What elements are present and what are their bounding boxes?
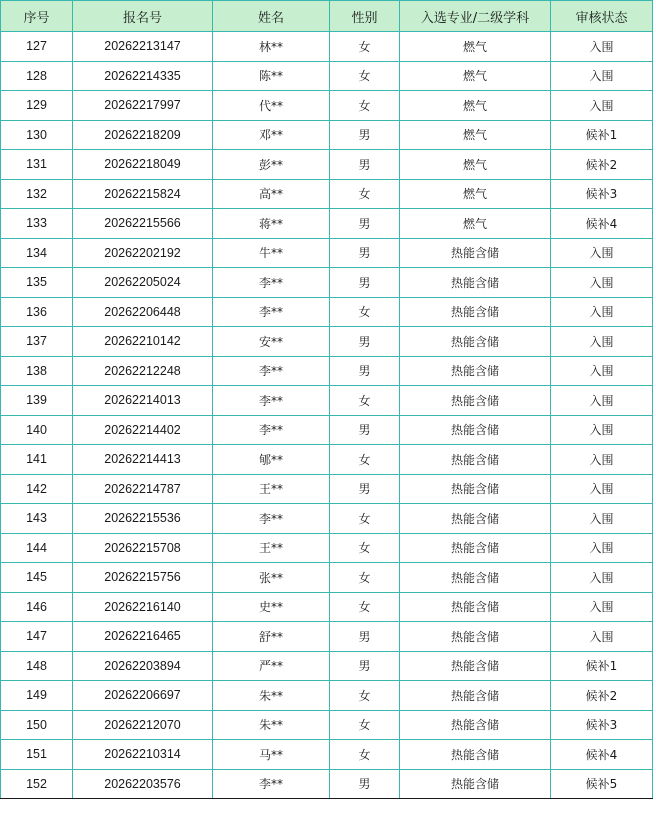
candidate-name: 蒋** [213, 209, 330, 239]
table-header [1, 1, 653, 32]
review-status: 入围 [551, 592, 653, 622]
table-row [1, 740, 653, 770]
header-registration-number: 报名号 [73, 1, 213, 32]
candidate-name: 王** [213, 533, 330, 563]
registration-number: 20262210142 [73, 327, 213, 357]
major: 热能含储 [400, 622, 551, 652]
gender: 男 [330, 120, 400, 150]
row-index: 128 [1, 61, 73, 91]
major: 燃气 [400, 61, 551, 91]
header-index: 序号 [1, 1, 73, 32]
header-row [1, 1, 653, 32]
review-status: 入围 [551, 445, 653, 475]
header-review-status: 审核状态 [551, 1, 653, 32]
candidate-name: 张** [213, 563, 330, 593]
candidate-name: 彭** [213, 150, 330, 180]
registration-number: 20262203894 [73, 651, 213, 681]
major: 热能含储 [400, 238, 551, 268]
review-status: 候补1 [551, 120, 653, 150]
registration-number: 20262206697 [73, 681, 213, 711]
gender: 女 [330, 563, 400, 593]
table-row [1, 297, 653, 327]
registration-number: 20262215756 [73, 563, 213, 593]
table-row [1, 356, 653, 386]
candidate-name: 史** [213, 592, 330, 622]
gender: 男 [330, 769, 400, 799]
registration-number: 20262215824 [73, 179, 213, 209]
major: 热能含储 [400, 297, 551, 327]
candidate-name: 高** [213, 179, 330, 209]
gender: 男 [330, 268, 400, 298]
review-status: 入围 [551, 238, 653, 268]
row-index: 149 [1, 681, 73, 711]
table-row [1, 327, 653, 357]
registration-number: 20262205024 [73, 268, 213, 298]
row-index: 141 [1, 445, 73, 475]
candidate-name: 安** [213, 327, 330, 357]
gender: 女 [330, 91, 400, 121]
review-status: 入围 [551, 327, 653, 357]
table-row [1, 769, 653, 799]
candidate-name: 李** [213, 769, 330, 799]
registration-number: 20262218049 [73, 150, 213, 180]
table-row [1, 504, 653, 534]
registration-number: 20262202192 [73, 238, 213, 268]
candidate-name: 李** [213, 268, 330, 298]
review-status: 候补4 [551, 209, 653, 239]
registration-number: 20262214413 [73, 445, 213, 475]
gender: 男 [330, 356, 400, 386]
review-status: 入围 [551, 91, 653, 121]
registration-number: 20262214335 [73, 61, 213, 91]
major: 热能含储 [400, 651, 551, 681]
major: 燃气 [400, 150, 551, 180]
header-gender: 性别 [330, 1, 400, 32]
gender: 女 [330, 592, 400, 622]
major: 热能含储 [400, 327, 551, 357]
table-row [1, 415, 653, 445]
major: 热能含储 [400, 769, 551, 799]
table-row [1, 91, 653, 121]
gender: 男 [330, 150, 400, 180]
candidate-name: 舒** [213, 622, 330, 652]
major: 热能含储 [400, 681, 551, 711]
row-index: 145 [1, 563, 73, 593]
review-status: 入围 [551, 61, 653, 91]
review-status: 入围 [551, 504, 653, 534]
table-row [1, 386, 653, 416]
registration-number: 20262214787 [73, 474, 213, 504]
review-status: 入围 [551, 474, 653, 504]
registration-number: 20262210314 [73, 740, 213, 770]
registration-number: 20262217997 [73, 91, 213, 121]
row-index: 151 [1, 740, 73, 770]
gender: 女 [330, 32, 400, 62]
candidate-name: 李** [213, 386, 330, 416]
review-status: 候补3 [551, 710, 653, 740]
table-row [1, 622, 653, 652]
gender: 女 [330, 61, 400, 91]
candidate-name: 郇** [213, 445, 330, 475]
gender: 男 [330, 651, 400, 681]
table-row [1, 120, 653, 150]
candidate-name: 朱** [213, 710, 330, 740]
registration-number: 20262212248 [73, 356, 213, 386]
major: 热能含储 [400, 356, 551, 386]
row-index: 143 [1, 504, 73, 534]
candidate-name: 邓** [213, 120, 330, 150]
candidate-name: 牛** [213, 238, 330, 268]
table-row [1, 592, 653, 622]
review-status: 入围 [551, 356, 653, 386]
table-row [1, 209, 653, 239]
table-row [1, 533, 653, 563]
table-row [1, 445, 653, 475]
major: 热能含储 [400, 533, 551, 563]
major: 燃气 [400, 91, 551, 121]
gender: 女 [330, 710, 400, 740]
registration-number: 20262215536 [73, 504, 213, 534]
row-index: 139 [1, 386, 73, 416]
candidate-name: 代** [213, 91, 330, 121]
registration-number: 20262206448 [73, 297, 213, 327]
row-index: 134 [1, 238, 73, 268]
table-row [1, 681, 653, 711]
row-index: 142 [1, 474, 73, 504]
candidate-name: 李** [213, 356, 330, 386]
row-index: 137 [1, 327, 73, 357]
gender: 女 [330, 297, 400, 327]
candidate-name: 朱** [213, 681, 330, 711]
row-index: 152 [1, 769, 73, 799]
table-row [1, 710, 653, 740]
candidate-name: 马** [213, 740, 330, 770]
candidate-name: 王** [213, 474, 330, 504]
table-row [1, 563, 653, 593]
gender: 女 [330, 681, 400, 711]
table-row [1, 61, 653, 91]
major: 燃气 [400, 209, 551, 239]
registration-number: 20262214013 [73, 386, 213, 416]
candidate-name: 林** [213, 32, 330, 62]
row-index: 146 [1, 592, 73, 622]
row-index: 140 [1, 415, 73, 445]
review-status: 候补5 [551, 769, 653, 799]
table-row [1, 150, 653, 180]
review-status: 入围 [551, 386, 653, 416]
gender: 女 [330, 504, 400, 534]
major: 热能含储 [400, 592, 551, 622]
review-status: 入围 [551, 415, 653, 445]
registration-number: 20262215708 [73, 533, 213, 563]
registration-number: 20262212070 [73, 710, 213, 740]
row-index: 138 [1, 356, 73, 386]
gender: 女 [330, 179, 400, 209]
row-index: 144 [1, 533, 73, 563]
header-name: 姓名 [213, 1, 330, 32]
table-row [1, 238, 653, 268]
table-row [1, 268, 653, 298]
gender: 女 [330, 386, 400, 416]
row-index: 147 [1, 622, 73, 652]
registration-number: 20262218209 [73, 120, 213, 150]
major: 燃气 [400, 179, 551, 209]
candidate-name: 李** [213, 415, 330, 445]
row-index: 148 [1, 651, 73, 681]
review-status: 入围 [551, 268, 653, 298]
major: 热能含储 [400, 386, 551, 416]
review-status: 候补1 [551, 651, 653, 681]
gender: 男 [330, 474, 400, 504]
gender: 男 [330, 209, 400, 239]
gender: 男 [330, 238, 400, 268]
table-row [1, 474, 653, 504]
review-status: 候补2 [551, 150, 653, 180]
row-index: 132 [1, 179, 73, 209]
candidate-name: 严** [213, 651, 330, 681]
review-status: 候补2 [551, 681, 653, 711]
gender: 女 [330, 445, 400, 475]
major: 热能含储 [400, 474, 551, 504]
row-index: 129 [1, 91, 73, 121]
major: 热能含储 [400, 268, 551, 298]
major: 热能含储 [400, 740, 551, 770]
header-major: 入选专业/二级学科 [400, 1, 551, 32]
major: 燃气 [400, 32, 551, 62]
review-status: 入围 [551, 533, 653, 563]
row-index: 130 [1, 120, 73, 150]
table-body [1, 32, 653, 799]
table-row [1, 179, 653, 209]
row-index: 135 [1, 268, 73, 298]
gender: 女 [330, 740, 400, 770]
table-row [1, 651, 653, 681]
review-status: 入围 [551, 622, 653, 652]
registration-number: 20262214402 [73, 415, 213, 445]
review-status: 候补3 [551, 179, 653, 209]
registration-number: 20262216465 [73, 622, 213, 652]
gender: 男 [330, 622, 400, 652]
gender: 男 [330, 327, 400, 357]
major: 燃气 [400, 120, 551, 150]
review-status: 入围 [551, 32, 653, 62]
row-index: 131 [1, 150, 73, 180]
review-status: 入围 [551, 563, 653, 593]
row-index: 133 [1, 209, 73, 239]
registration-number: 20262203576 [73, 769, 213, 799]
registration-number: 20262215566 [73, 209, 213, 239]
row-index: 150 [1, 710, 73, 740]
candidate-name: 李** [213, 297, 330, 327]
row-index: 127 [1, 32, 73, 62]
review-status: 入围 [551, 297, 653, 327]
registration-number: 20262213147 [73, 32, 213, 62]
major: 热能含储 [400, 415, 551, 445]
major: 热能含储 [400, 504, 551, 534]
table-row [1, 32, 653, 62]
gender: 女 [330, 533, 400, 563]
major: 热能含储 [400, 445, 551, 475]
major: 热能含储 [400, 710, 551, 740]
registration-number: 20262216140 [73, 592, 213, 622]
candidate-name: 李** [213, 504, 330, 534]
candidate-name: 陈** [213, 61, 330, 91]
major: 热能含储 [400, 563, 551, 593]
gender: 男 [330, 415, 400, 445]
review-status: 候补4 [551, 740, 653, 770]
row-index: 136 [1, 297, 73, 327]
